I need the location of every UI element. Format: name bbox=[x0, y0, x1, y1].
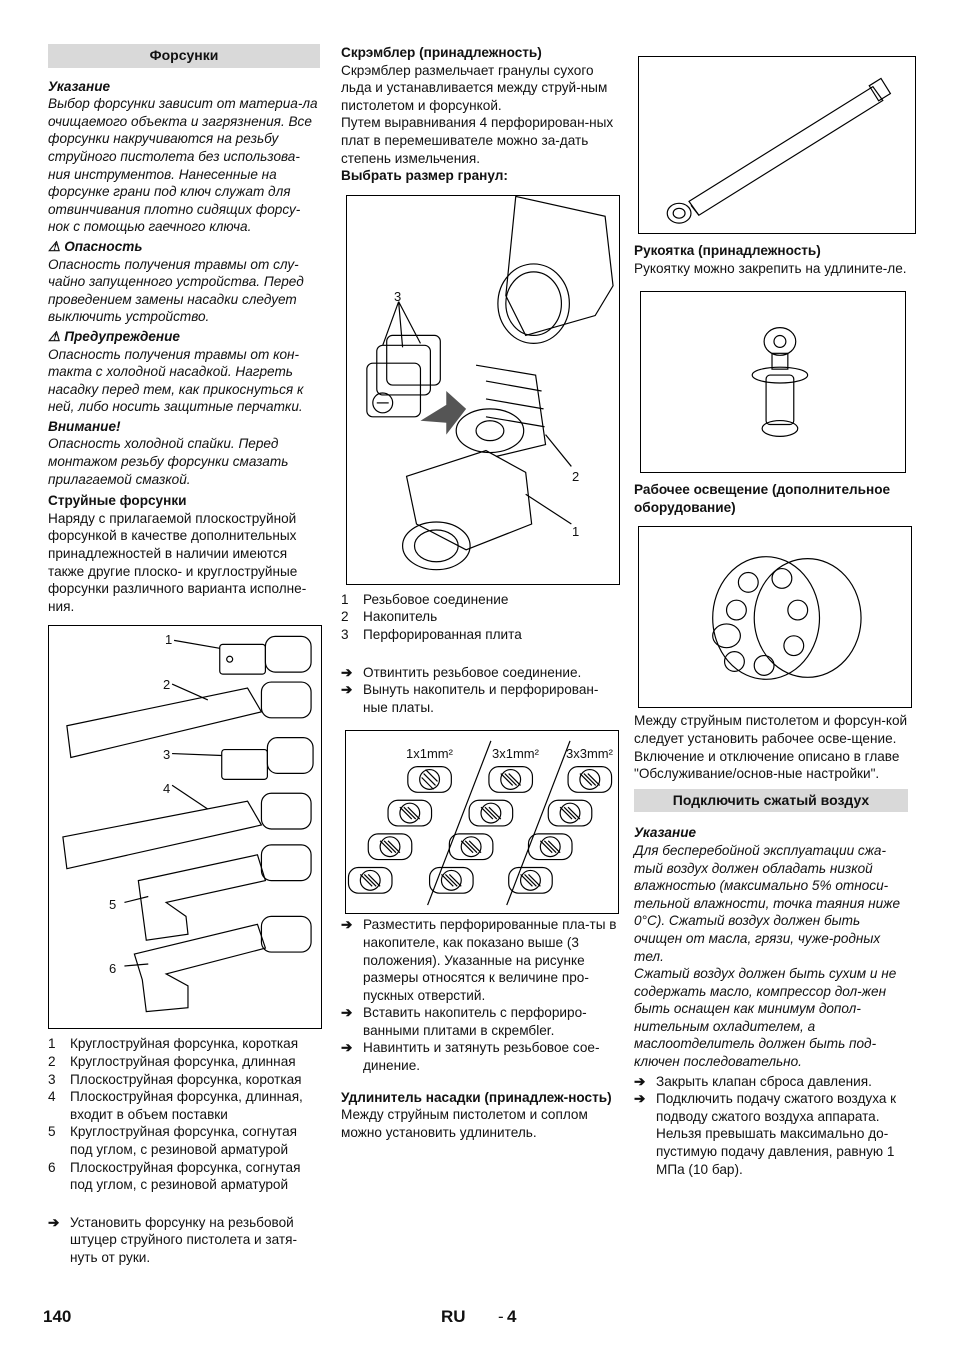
caution-title: Внимание! bbox=[48, 418, 121, 434]
danger-title: Опасность bbox=[64, 238, 143, 254]
language-code: RU bbox=[441, 1307, 466, 1326]
legend-item: 4 Плоскоструйная форсунка, длинная, входит в объем поставки bbox=[48, 1089, 303, 1122]
perforated-plate-icon bbox=[368, 834, 412, 860]
legend-item: 5 Круглоструйная форсунка, согнутая под углом, с резиновой арматурой bbox=[48, 1124, 297, 1157]
light-figure bbox=[638, 526, 912, 708]
warning-triangle-icon: ⚠ bbox=[48, 328, 61, 344]
perforated-plate-icon bbox=[388, 801, 432, 827]
arrow-icon: ➔ bbox=[634, 1073, 646, 1089]
air-note-title: Указание bbox=[634, 825, 697, 841]
warning-title: Предупреждение bbox=[64, 328, 180, 344]
perforated-plate-icon bbox=[509, 868, 553, 894]
air-note-text-1: Для бесперебойной эксплуатации сжа-тый воздух должен обладать низкой влажностью (максимально 5% относи-тельной влажности, точка таяния ниже 0°C). Сжатый воздух должен быть очищен от масла, грязи, чуже-родных тел. bbox=[634, 842, 901, 964]
section-title-compressed-air: Подключить сжатый воздух bbox=[634, 789, 908, 813]
figure-label-5: 5 bbox=[109, 897, 117, 913]
scrambler-actions-2 bbox=[341, 916, 619, 1074]
select-granule-title: Выбрать размер гранул: bbox=[341, 168, 508, 184]
section-title-nozzles: Форсунки bbox=[48, 44, 320, 68]
action-step: ➔ Отвинтить резьбовое соединение. bbox=[341, 664, 582, 680]
warning-text: Опасность получения травмы от кон-такта с холодной насадкой. Нагреть насадку перед тем, как прикоснуться к ней, либо носить защитные перчатки. bbox=[48, 346, 304, 415]
grid-header-3: 3x3mm² bbox=[566, 746, 613, 762]
extension-figure bbox=[638, 56, 916, 234]
perforated-plate-icon bbox=[548, 801, 592, 827]
column-2 bbox=[341, 44, 619, 1141]
figure-label-1: 1 bbox=[572, 523, 580, 539]
arrow-icon: ➔ bbox=[634, 1091, 646, 1107]
figure-label-3: 3 bbox=[163, 747, 171, 763]
perforated-plate-icon bbox=[430, 868, 474, 894]
light-illustration bbox=[639, 527, 911, 707]
jet-nozzles-text: Наряду с прилагаемой плоскоструйной форсункой в качестве дополнительных принадлежностей в наличии имеются также другие плоско- и круглоструйные форсунки различного варианта исполне-ния. bbox=[48, 510, 307, 614]
perforated-plate-icon bbox=[568, 767, 612, 793]
action-step: ➔ Подключить подачу сжатого воздуха к подводу сжатого воздуха аппарата. bbox=[634, 1091, 897, 1124]
scrambler-actions-1 bbox=[341, 664, 619, 717]
perforated-plate-icon bbox=[469, 801, 513, 827]
legend-item: 2 Круглоструйная форсунка, длинная bbox=[48, 1054, 296, 1069]
warning-heading bbox=[48, 328, 320, 346]
scrambler-title: Скрэмблер (принадлежность) bbox=[341, 45, 542, 60]
legend-item: 3 Плоскоструйная форсунка, короткая bbox=[48, 1071, 302, 1087]
legend-item: 1 Круглоструйная форсунка, короткая bbox=[48, 1036, 299, 1052]
action-step: ➔ Навинтить и затянуть резьбовое сое-динение. bbox=[341, 1040, 600, 1074]
legend-item: 3 Перфорированная плита bbox=[341, 626, 522, 642]
column-1 bbox=[48, 44, 320, 1267]
perforated-plate-icon bbox=[528, 834, 572, 860]
grid-header-1: 1x1mm² bbox=[406, 746, 453, 762]
arrow-icon: ➔ bbox=[341, 682, 353, 698]
action-step: ➔ Вынуть накопитель и перфорирован-ные платы. bbox=[341, 682, 599, 715]
air-after-text: Нельзя превышать максимально до-пустимую подачу давления, равную 1 МПа (10 бар). bbox=[656, 1126, 895, 1177]
danger-heading bbox=[48, 238, 320, 256]
legend-item: 6 Плоскоструйная форсунка, согнутая под углом, с резиновой арматурой bbox=[48, 1159, 301, 1193]
legend-item: 2 Накопитель bbox=[341, 609, 438, 625]
arrow-icon: ➔ bbox=[341, 917, 353, 933]
action-step: ➔ Установить форсунку на резьбовой штуцер струйного пистолета и затя-нуть от руки. bbox=[48, 1214, 298, 1265]
action-step: ➔ Разместить перфорированные пла-ты в накопителе, как показано выше (3 положения). Указанные на рисунке размеры относятся к величине про-пускных отверстий. bbox=[341, 917, 617, 1003]
extension-title: Удлинитель насадки (принадлеж-ность) bbox=[341, 1089, 612, 1105]
handle-illustration bbox=[641, 292, 905, 472]
page-number: 140 bbox=[43, 1307, 72, 1326]
granule-grid-figure bbox=[345, 730, 619, 914]
scrambler-text-2: Путем выравнивания 4 перфорирован-ных плат в перемешивателе можно за-дать степень измельчения. bbox=[341, 115, 614, 166]
arrow-icon: ➔ bbox=[341, 1005, 353, 1021]
legend-item: 1 Резьбовое соединение bbox=[341, 591, 509, 607]
light-text: Между струйным пистолетом и форсун-кой следует установить рабочее осве-щение. Включение и отключение описано в главе "Обслуживание/основ-ные настройки". bbox=[634, 713, 908, 782]
nozzles-figure bbox=[48, 625, 322, 1029]
arrow-icon: ➔ bbox=[48, 1214, 60, 1230]
extension-illustration bbox=[639, 57, 915, 233]
footer-dash: - bbox=[498, 1307, 504, 1326]
warning-triangle-icon: ⚠ bbox=[48, 238, 61, 254]
action-step: ➔ Закрыть клапан сброса давления. bbox=[634, 1073, 872, 1089]
extension-text: Между струйным пистолетом и соплом можно установить удлинитель. bbox=[341, 1107, 588, 1140]
handle-title: Рукоятка (принадлежность) bbox=[634, 243, 821, 258]
jet-nozzles-title: Струйные форсунки bbox=[48, 493, 187, 509]
note-text: Выбор форсунки зависит от материа-ла очищаемого объекта и загрязнения. Все форсунки накручиваются на резьбу струйного пистолета без использова-ния инструментов. Нанесенные на форсунке грани под ключ служат для отвинчивания плотно сидящих форсу-нок с помощью гаечного ключа. bbox=[48, 96, 318, 235]
figure-label-4: 4 bbox=[163, 781, 171, 797]
danger-text: Опасность получения травмы от слу-чайно запущенного устройства. Перед проведением замены насадки следует выключить устройство. bbox=[48, 256, 304, 325]
grid-header-2: 3x1mm² bbox=[492, 746, 539, 762]
scrambler-text-1: Скрэмблер размельчает гранулы сухого льда и устанавливается между струй-ным пистолетом и форсункой. bbox=[341, 62, 608, 113]
figure-label-6: 6 bbox=[109, 961, 117, 977]
arrow-icon: ➔ bbox=[341, 1040, 353, 1056]
nozzles-illustration bbox=[49, 626, 321, 1028]
perforated-plate-icon bbox=[348, 868, 392, 894]
note-title: Указание bbox=[48, 78, 111, 94]
light-title: Рабочее освещение (дополнительное оборудование) bbox=[634, 482, 891, 515]
air-note-text-2: Сжатый воздух должен быть сухим и не содержать масло, компрессор дол-жен быть оснащен как минимум допол-нительным охладителем, а маслоотделитель должен быть под-ключен последовательно. bbox=[634, 966, 897, 1070]
action-step: ➔ Вставить накопитель с перфориро-ванными плитами в скрембler. bbox=[341, 1005, 587, 1038]
figure-label-2: 2 bbox=[572, 468, 580, 484]
air-actions bbox=[634, 1073, 908, 1126]
perforated-plate-icon bbox=[489, 767, 533, 793]
scrambler-figure bbox=[346, 195, 620, 585]
section-number: 4 bbox=[507, 1307, 517, 1326]
handle-text: Рукоятку можно закрепить на удлините-ле. bbox=[634, 260, 907, 276]
nozzles-legend bbox=[48, 1035, 320, 1193]
scrambler-legend bbox=[341, 591, 619, 644]
figure-label-1: 1 bbox=[165, 632, 173, 648]
handle-figure bbox=[640, 291, 906, 473]
column-3 bbox=[634, 56, 908, 1178]
figure-label-3: 3 bbox=[394, 288, 402, 304]
caution-text: Опасность холодной спайки. Перед монтажом резьбу форсунки смазать прилагаемой смазкой. bbox=[48, 436, 289, 487]
perforated-plate-icon bbox=[449, 834, 493, 860]
figure-label-2: 2 bbox=[163, 677, 171, 693]
arrow-icon: ➔ bbox=[341, 664, 353, 680]
